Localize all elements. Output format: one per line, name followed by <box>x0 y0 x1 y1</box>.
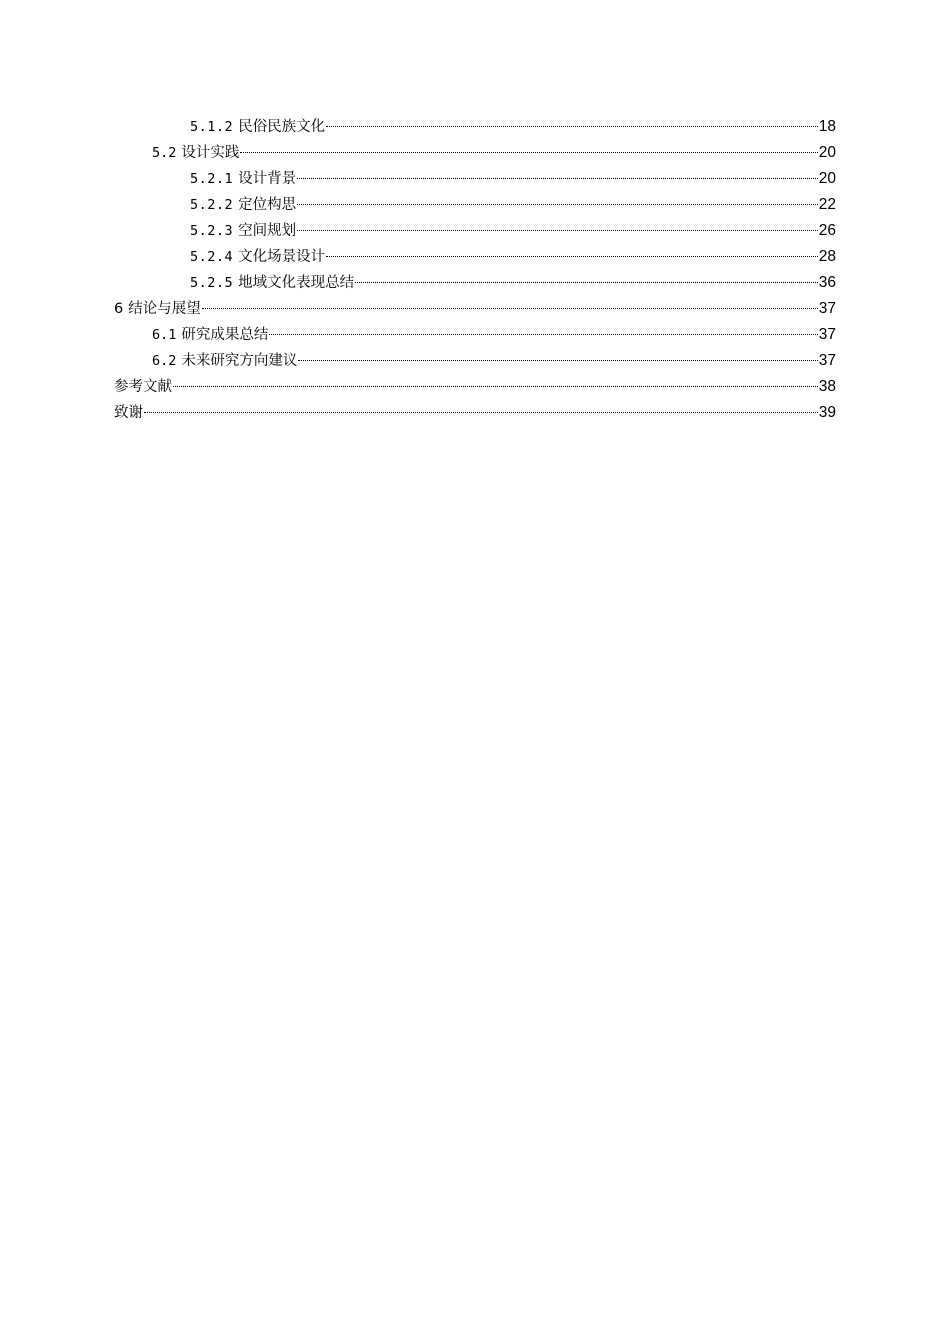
toc-entry-title: 设计实践 <box>181 145 240 161</box>
toc-entry[interactable] <box>114 114 836 140</box>
dot-leader <box>297 230 818 231</box>
toc-entry[interactable] <box>114 140 836 166</box>
toc-entry-page: 28 <box>818 248 836 265</box>
toc-entry-number: 5.2 <box>152 145 177 161</box>
dot-leader <box>297 204 818 205</box>
toc-entry-page: 18 <box>818 118 836 135</box>
toc-entry[interactable] <box>114 270 836 296</box>
toc-entry-number: 6.2 <box>152 353 177 369</box>
toc-entry-title: 定位构思 <box>238 197 297 213</box>
toc-entry-title: 民俗民族文化 <box>238 119 326 135</box>
toc-entry-title: 文化场景设计 <box>238 249 326 265</box>
toc-entry-title: 研究成果总结 <box>181 327 269 343</box>
toc-entry[interactable] <box>114 374 836 400</box>
toc-entry[interactable] <box>114 348 836 374</box>
toc-entry-title: 地域文化表现总结 <box>238 275 355 291</box>
dot-leader <box>240 152 817 153</box>
dot-leader <box>144 412 818 413</box>
toc-entry-title: 设计背景 <box>238 171 297 187</box>
toc-entry-page: 38 <box>818 378 836 395</box>
toc-entry-page: 37 <box>818 352 836 369</box>
toc-entry-title: 空间规划 <box>238 223 297 239</box>
toc-entry-page: 37 <box>818 326 836 343</box>
toc-entry-page: 20 <box>818 144 836 161</box>
dot-leader <box>269 334 817 335</box>
dot-leader <box>173 386 818 387</box>
toc-entry-page: 37 <box>818 300 836 317</box>
toc-entry-page: 36 <box>818 274 836 291</box>
toc-entry-number: 5.2.1 <box>190 171 234 187</box>
toc-entry[interactable] <box>114 400 836 426</box>
toc-entry[interactable] <box>114 192 836 218</box>
table-of-contents <box>114 114 836 426</box>
dot-leader <box>326 256 818 257</box>
toc-entry[interactable] <box>114 218 836 244</box>
dot-leader <box>298 360 817 361</box>
toc-entry-number: 5.1.2 <box>190 119 234 135</box>
toc-entry-number: 5.2.5 <box>190 275 234 291</box>
toc-entry-title: 参考文献 <box>114 379 172 395</box>
dot-leader <box>297 178 818 179</box>
toc-entry[interactable] <box>114 166 836 192</box>
toc-entry-page: 26 <box>818 222 836 239</box>
toc-entry-number: 5.2.3 <box>190 223 234 239</box>
toc-entry[interactable] <box>114 322 836 348</box>
toc-entry[interactable] <box>114 296 836 322</box>
toc-entry-page: 20 <box>818 170 836 187</box>
toc-entry-number: 6.1 <box>152 327 177 343</box>
dot-leader <box>326 126 818 127</box>
dot-leader <box>202 308 818 309</box>
toc-entry-number: 6 <box>114 301 124 317</box>
toc-entry-page: 22 <box>818 196 836 213</box>
dot-leader <box>355 282 818 283</box>
toc-entry-title: 致谢 <box>114 405 143 421</box>
toc-entry-number: 5.2.2 <box>190 197 234 213</box>
toc-entry-title: 未来研究方向建议 <box>181 353 298 369</box>
toc-entry-number: 5.2.4 <box>190 249 234 265</box>
toc-entry-page: 39 <box>818 404 836 421</box>
toc-entry-title: 结论与展望 <box>128 301 201 317</box>
toc-entry[interactable] <box>114 244 836 270</box>
